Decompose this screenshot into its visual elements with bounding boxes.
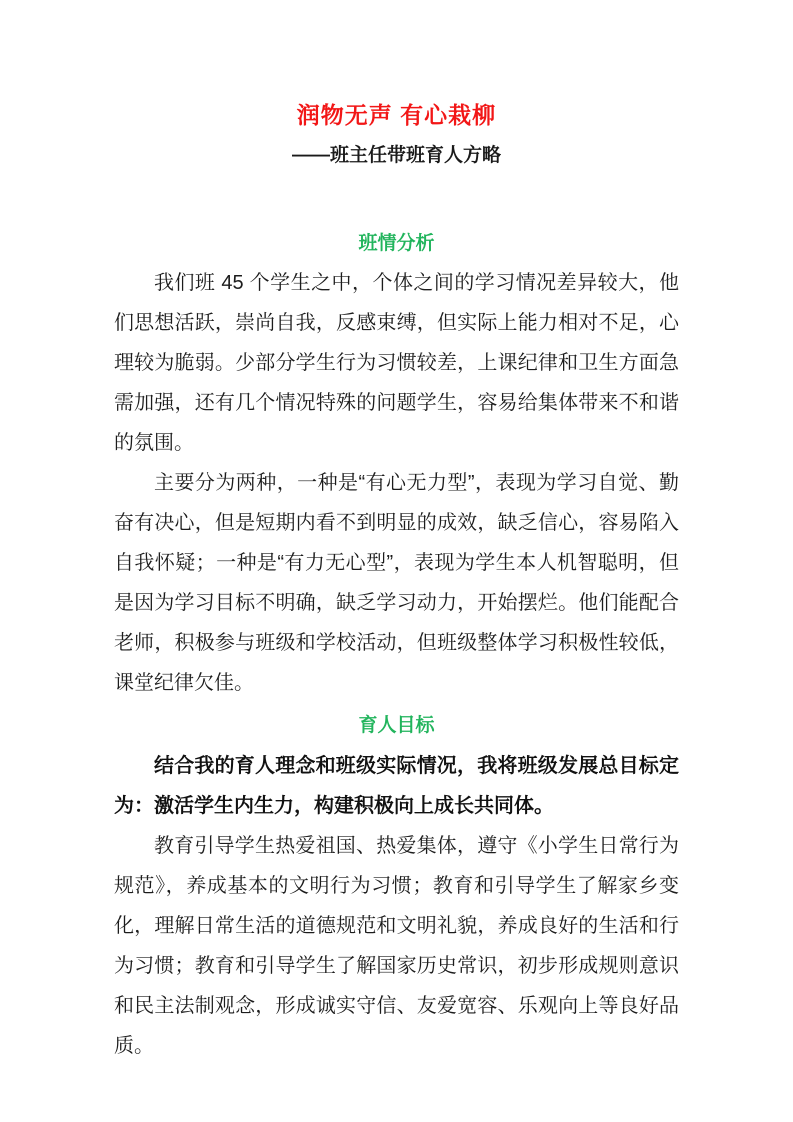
paragraph: 我们班 45 个学生之中，个体之间的学习情况差异较大，他们思想活跃，崇尚自我，反感束缚，但实际上能力相对不足，心理较为脆弱。少部分学生行为习惯较差，上课纪律和卫生方面急需加强，还有几个情况特殊的问题学生，容易给集体带来不和谐的氛围。 (114, 272, 679, 455)
paragraph-bold: 结合我的育人理念和班级实际情况，我将班级发展总目标定为：激活学生内生力，构建积极向上成长共同体。 (114, 754, 679, 817)
section-heading-class-analysis: 班情分析 (358, 232, 435, 254)
paragraph: 教育引导学生热爱祖国、热爱集体，遵守《小学生日常行为规范》，养成基本的文明行为习惯；教育和引导学生了解家乡变化，理解日常生活的道德规范和文明礼貌，养成良好的生活和行为习惯；教育和引导学生了解国家历史常识，初步形成规则意识和民主法制观念，形成诚实守信、友爱宽容、乐观向上等良好品质。 (114, 834, 679, 1057)
document-title: 润物无声 有心栽柳 (296, 102, 497, 128)
document-subtitle: ——班主任带班育人方略 (291, 145, 501, 167)
section-heading-education-goal: 育人目标 (358, 715, 435, 737)
paragraph: 主要分为两种，一种是“有心无力型”，表现为学习自觉、勤奋有决心，但是短期内看不到明显的成效，缺乏信心，容易陷入自我怀疑；一种是“有力无心型”，表现为学生本人机智聪明，但是因为学习目标不明确，缺乏学习动力，开始摆烂。他们能配合老师，积极参与班级和学校活动，但班级整体学习积极性较低，课堂纪律欠佳。 (114, 472, 679, 695)
